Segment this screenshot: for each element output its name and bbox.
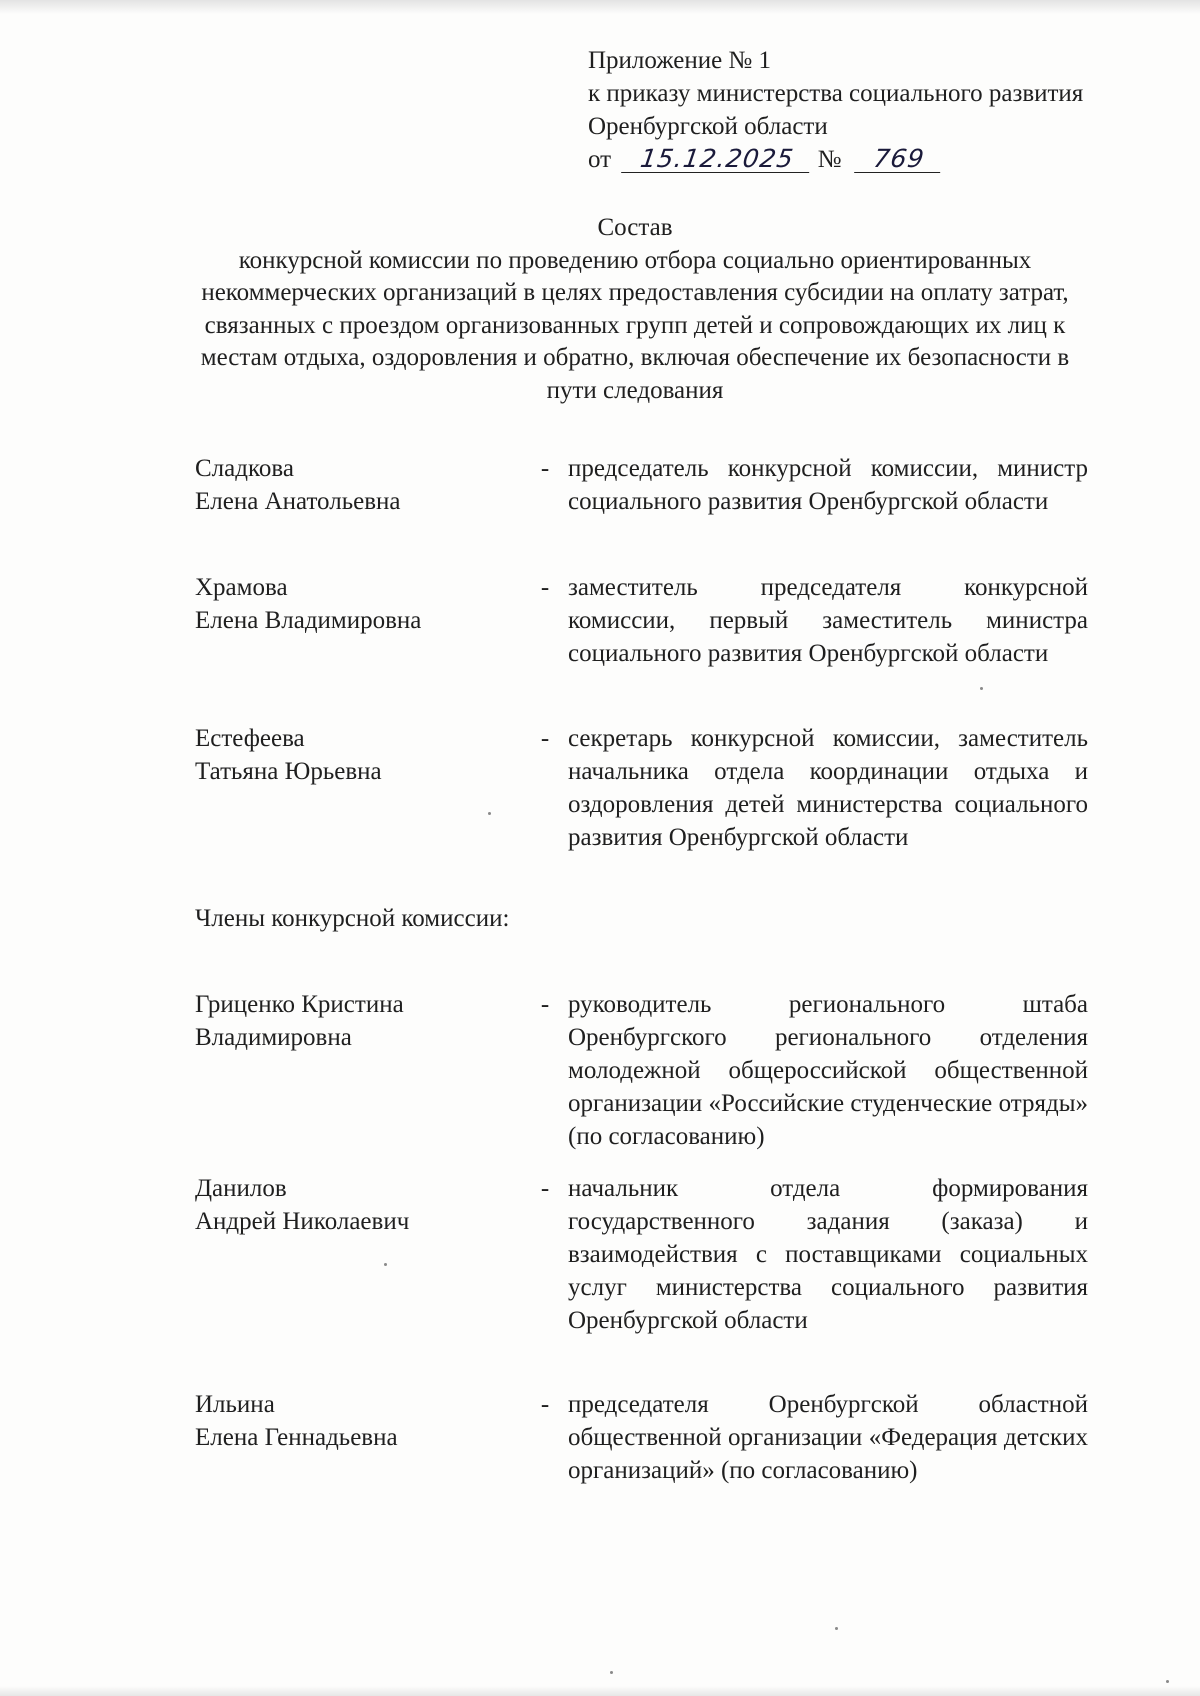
member-surname: Естефеева: [195, 725, 305, 752]
handwritten-date: 15.12.2025: [621, 146, 813, 173]
member-given-name: Владимировна: [195, 1024, 352, 1051]
attachment-date-line: [588, 143, 1083, 176]
members-heading: Члены конкурсной комиссии:: [195, 905, 510, 932]
member-given-name: Татьяна Юрьевна: [195, 758, 382, 785]
scan-edge-bottom: [0, 1686, 1200, 1696]
scan-speck: [610, 1671, 613, 1674]
member-name: [195, 452, 525, 518]
member-name: [195, 1388, 525, 1454]
member-name: [195, 722, 525, 788]
member-given-name: Елена Анатольевна: [195, 488, 401, 515]
title-subtitle: конкурсной комиссии по проведению отбора социально ориентированных некоммерческих организаций в целях предоставления субсидии на оплату затрат, связанных с проездом организованных групп детей и сопровождающих их лиц к местам отдыха, оздоровления и обратно, включая обеспечение их безопасности в пути следования: [200, 246, 1070, 404]
attachment-number: Приложение № 1: [588, 47, 772, 74]
member-role: секретарь конкурсной комиссии, заместитель начальника отдела координации отдыха и оздоровления детей министерства социального развития Оренбургской области: [568, 725, 1088, 851]
member-given-name: Елена Геннадьевна: [195, 1424, 398, 1451]
member-role: начальник отдела формирования государственного задания (заказа) и взаимодействия с поставщиками социальных услуг министерства социального развития Оренбургской области: [568, 1175, 1088, 1334]
member-role: заместитель председателя конкурсной комиссии, первый заместитель министра социального развития Оренбургской области: [568, 574, 1088, 667]
member-name: [195, 1172, 525, 1238]
dash-separator: -: [540, 455, 550, 482]
document-title: [190, 212, 1080, 407]
scan-speck: [835, 1627, 838, 1630]
member-surname: Гриценко Кристина: [195, 991, 404, 1018]
member-surname: Храмова: [195, 574, 288, 601]
member-name: [195, 988, 525, 1054]
member-given-name: Елена Владимировна: [195, 607, 422, 634]
attachment-order-reference: к приказу министерства социального развития: [588, 80, 1084, 107]
handwritten-order-number: 769: [854, 146, 944, 173]
member-surname: Сладкова: [195, 455, 294, 482]
member-role: председателя Оренбургской областной общественной организации «Федерация детских организаций» (по согласованию): [568, 1391, 1088, 1484]
member-role: руководитель регионального штаба Оренбургского регионального отделения молодежной общероссийской общественной организации «Российские студенческие отряды» (по согласованию): [568, 991, 1088, 1150]
dash-separator: -: [540, 991, 550, 1018]
scan-speck: [384, 1263, 387, 1266]
dash-separator: -: [540, 725, 550, 752]
member-role: председатель конкурсной комиссии, министр социального развития Оренбургской области: [568, 455, 1088, 515]
attachment-block: [588, 44, 1083, 176]
member-given-name: Андрей Николаевич: [195, 1208, 410, 1235]
attachment-region: Оренбургской области: [588, 113, 828, 140]
number-label: №: [817, 146, 842, 173]
scan-speck: [488, 812, 491, 815]
dash-separator: -: [540, 1391, 550, 1418]
member-name: [195, 571, 525, 637]
title-heading: Состав: [597, 214, 673, 241]
dash-separator: -: [540, 574, 550, 601]
member-surname: Данилов: [195, 1175, 287, 1202]
scan-edge-top: [0, 0, 1200, 14]
from-label: от: [588, 146, 612, 173]
scan-speck: [980, 687, 983, 690]
member-surname: Ильина: [195, 1391, 275, 1418]
dash-separator: -: [540, 1175, 550, 1202]
scan-speck: [1166, 1680, 1169, 1683]
